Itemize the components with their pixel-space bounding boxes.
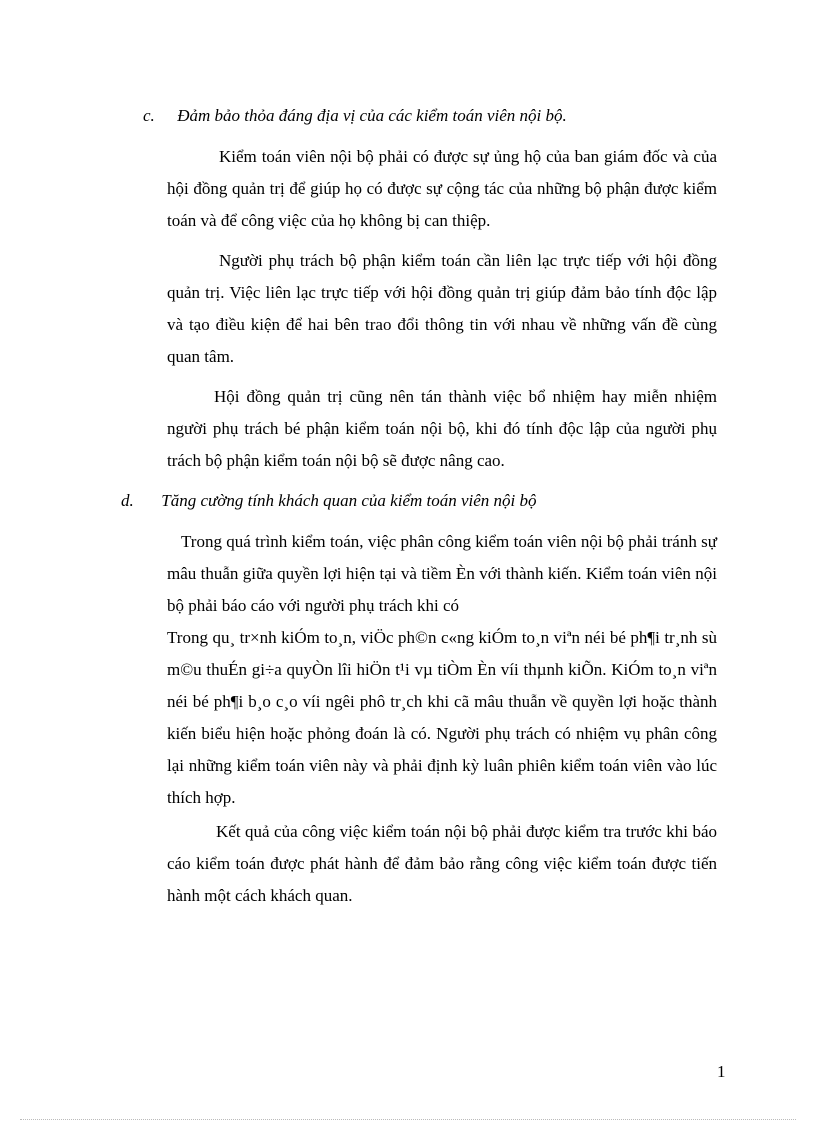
paragraph-c-3: Hội đồng quản trị cũng nên tán thành việc bổ nhiệm hay miễn nhiệm người phụ trách bé phận kiểm toán nội bộ, khi đó tính độc lập của người phụ trách bộ phận kiểm toán nội bộ sẽ được nâng cao. [167,387,717,470]
section-d-title: Tăng cường tính khách quan của kiểm toán viên nội bộ [161,491,537,510]
paragraph-d-encoded-copy: Trong qu¸ tr×nh kiÓm to¸n, viÖc ph©n c«ng kiÓm to¸n viªn néi bé ph¶i tr¸nh sù m©u thuÉn gi÷a quyÒn lîi hiÖn t¹i vµ tiÒm Èn víi thµnh kiÕn. KiÓm to¸n viªn néi bé ph¶i b¸o c¸o víi ngêi phô tr¸ch khi cã mâu thuẫn về quyền lợi hoặc thành kiến biểu hiện hoặc phỏng đoán là có. Người phụ trách có nhiệm vụ phân công lại những kiểm toán viên này và phải định kỳ luân phiên kiểm toán viên vào lúc thích hợp. [167,628,717,807]
page-number: 1 [717,1062,726,1081]
footer-divider [20,1119,796,1120]
paragraph-c-1: Kiểm toán viên nội bộ phải có được sự ủng hộ của ban giám đốc và của hội đồng quản trị để giúp họ có được sự cộng tác của những bộ phận được kiểm toán và để công việc của họ không bị can thiệp. [167,147,717,230]
paragraph-c-2: Người phụ trách bộ phận kiểm toán cần liên lạc trực tiếp với hội đồng quản trị. Việc liên lạc trực tiếp với hội đồng quản trị giúp đảm bảo tính độc lập và tạo điều kiện để hai bên trao đổi thông tin với nhau về những vấn đề cùng quan tâm. [167,251,717,366]
section-d-marker: d. [121,491,134,510]
paragraph-d-intro: Trong quá trình kiểm toán, việc phân công kiểm toán viên nội bộ phải tránh sự mâu thuẫn giữa quyền lợi hiện tại và tiềm Èn với thành kiến. Kiểm toán viên nội bộ phải báo cáo với người phụ trách khi có [167,532,717,615]
section-c-marker: c. [143,106,155,125]
paragraph-d-last: Kết quả của công việc kiểm toán nội bộ phải được kiểm tra trước khi báo cáo kiểm toán được phát hành để đảm bảo rằng công việc kiểm toán được tiến hành một cách khách quan. [167,822,717,905]
section-d-heading [121,491,537,511]
section-c-heading [143,106,567,126]
section-c-title: Đảm bảo thỏa đáng địa vị của các kiểm toán viên nội bộ. [177,106,567,125]
